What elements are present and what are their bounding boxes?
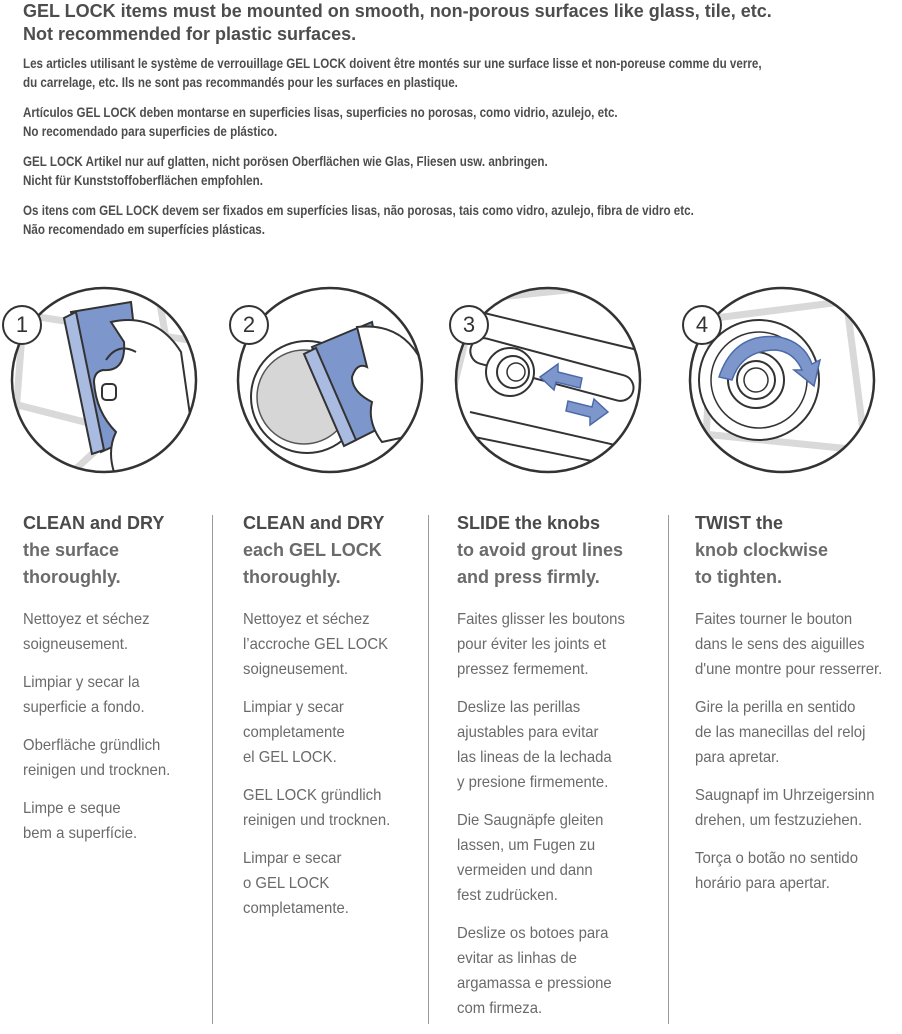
text-line: dans le sens des aiguilles — [695, 636, 865, 653]
text-line: com firmeza. — [457, 1000, 543, 1017]
notice-pt — [23, 201, 883, 239]
step-2-text-pt — [243, 846, 410, 921]
text-line: ajustables para evitar — [457, 724, 599, 741]
text-line: soigneusement. — [23, 636, 129, 653]
notice-fr-line2: du carrelage, etc. Ils ne sont pas recommandés pour les surfaces en plastique. — [23, 75, 458, 90]
text-line: Limpiar y secar la — [23, 674, 140, 691]
text-line: o GEL LOCK — [243, 875, 330, 892]
text-line: el GEL LOCK. — [243, 749, 337, 766]
text-line: completamente. — [243, 900, 349, 917]
text-line: reinigen und trocknen. — [243, 812, 391, 829]
text-line: Oberfläche gründlich — [23, 737, 161, 754]
step-1-text-fr — [23, 607, 195, 657]
step-1-text-es — [23, 670, 195, 720]
text-line: soigneusement. — [243, 661, 349, 678]
step-1-text-pt — [23, 796, 195, 846]
step-2-text-es — [243, 695, 410, 770]
column-divider-3 — [668, 515, 669, 1024]
text-line: Limpe e seque — [23, 800, 121, 817]
step-4-text-pt — [695, 846, 886, 896]
text-line: Nettoyez et séchez — [243, 611, 370, 628]
notice-fr-line1: Les articles utilisant le système de verrouillage GEL LOCK doivent être montés sur une surface lisse et non-poreuse comme du verre, — [23, 56, 762, 71]
step-2-title-line3: thoroughly. — [243, 567, 341, 587]
step-2-title — [243, 510, 423, 591]
step-2-title-line1: CLEAN and DRY — [243, 513, 385, 533]
step-1-title-line1: CLEAN and DRY — [23, 513, 165, 533]
text-line: fest zudrücken. — [457, 887, 558, 904]
text-line: Gire la perilla en sentido — [695, 699, 856, 716]
step-3-title-line2: to avoid grout lines — [457, 540, 624, 560]
step-1-title — [23, 510, 208, 591]
text-line: argamassa e pressione — [457, 975, 612, 992]
step-3-title-line3: and press firmly. — [457, 567, 600, 587]
step-1-number-badge: 1 — [2, 305, 42, 345]
step-2-number-badge: 2 — [229, 305, 269, 345]
mounting-notice — [23, 0, 893, 237]
notice-en-line1: GEL LOCK items must be mounted on smooth, non-porous surfaces like glass, tile, etc. — [23, 1, 772, 21]
text-line: Deslize las perillas — [457, 699, 581, 716]
step-4-title-line2: knob clockwise — [695, 540, 829, 560]
column-divider-2 — [428, 515, 429, 1024]
text-line: Torça o botão no sentido — [695, 850, 858, 867]
text-line: Nettoyez et séchez — [23, 611, 150, 628]
text-line: Limpiar y secar — [243, 699, 344, 716]
step-4-title-line1 — [695, 510, 900, 537]
step-3-text-fr — [457, 607, 648, 682]
step-1-title-line3: thoroughly. — [23, 567, 121, 587]
text-line: pressez fermement. — [457, 661, 589, 678]
step-2-column — [243, 510, 423, 934]
text-line: superficie a fondo. — [23, 699, 145, 716]
step-3-number-badge: 3 — [449, 305, 489, 345]
step-4-text-fr — [695, 607, 886, 682]
text-line: Deslize os botoes para — [457, 925, 609, 942]
text-line: l’accroche GEL LOCK — [243, 636, 389, 653]
step-1-column — [23, 510, 208, 859]
step-3-text-pt — [457, 921, 648, 1021]
text-line: para apretar. — [695, 749, 780, 766]
step-4-number-badge: 4 — [682, 305, 722, 345]
step-4-title — [695, 510, 900, 591]
step-1-title-line2: the surface — [23, 540, 120, 560]
notice-es-line1: Artículos GEL LOCK deben montarse en superficies lisas, superficies no porosas, como vidrio, azulejo, etc. — [23, 105, 618, 120]
notice-de-line2: Nicht für Kunststoffoberflächen empfohlen. — [23, 173, 263, 188]
notice-es-line2: No recomendado para superficies de plástico. — [23, 124, 278, 139]
text-line: Limpar e secar — [243, 850, 342, 867]
notice-pt-line1: Os itens com GEL LOCK devem ser fixados em superfícies lisas, não porosas, tais como vidro, azulejo, fibra de vidro etc. — [23, 203, 694, 218]
text-line: evitar as linhas de — [457, 950, 577, 967]
text-line: horário para apertar. — [695, 875, 830, 892]
text-line: y presione firmemente. — [457, 774, 609, 791]
step-1-text-de — [23, 733, 195, 783]
text-line: Faites glisser les boutons — [457, 611, 625, 628]
step-3-title — [457, 510, 662, 591]
notice-de — [23, 152, 883, 190]
step-3-title-text: SLIDE the knobs — [457, 513, 601, 533]
text-line: pour éviter les joints et — [457, 636, 606, 653]
step-3-text-es — [457, 695, 648, 795]
text-line: las lineas de la lechada — [457, 749, 612, 766]
step-2-text-de — [243, 783, 410, 833]
text-line: Faites tourner le bouton — [695, 611, 853, 628]
text-line: d'une montre pour resserrer. — [695, 661, 883, 678]
notice-fr — [23, 54, 883, 92]
column-divider-1 — [212, 515, 213, 1024]
text-line: Die Saugnäpfe gleiten — [457, 812, 604, 829]
text-line: reinigen und trocknen. — [23, 762, 171, 779]
step-3-title-line1 — [457, 510, 662, 537]
step-3-column — [457, 510, 662, 1034]
notice-es — [23, 103, 883, 141]
text-line: vermeiden und dann — [457, 862, 593, 879]
text-line: Saugnapf im Uhrzeigersinn — [695, 787, 875, 804]
notice-en-line2: Not recommended for plastic surfaces. — [23, 24, 357, 44]
text-line: de las manecillas del reloj — [695, 724, 866, 741]
text-line: lassen, um Fugen zu — [457, 837, 596, 854]
notice-pt-line2: Não recomendado em superfícies plásticas. — [23, 222, 265, 237]
text-line: drehen, um festzuziehen. — [695, 812, 863, 829]
text-line: completamente — [243, 724, 345, 741]
step-2-title-line2: each GEL LOCK — [243, 540, 382, 560]
step-4-title-text: TWIST the — [695, 513, 783, 533]
step-3-text-de — [457, 808, 648, 908]
step-4-text-es — [695, 695, 886, 770]
text-line: GEL LOCK gründlich — [243, 787, 382, 804]
notice-de-line1: GEL LOCK Artikel nur auf glatten, nicht porösen Oberflächen wie Glas, Fliesen usw. anbringen. — [23, 154, 548, 169]
step-2-text-fr — [243, 607, 410, 682]
step-4-title-line3: to tighten. — [695, 567, 782, 587]
step-4-column — [695, 510, 900, 909]
text-line: bem a superfície. — [23, 825, 138, 842]
step-4-text-de — [695, 783, 886, 833]
